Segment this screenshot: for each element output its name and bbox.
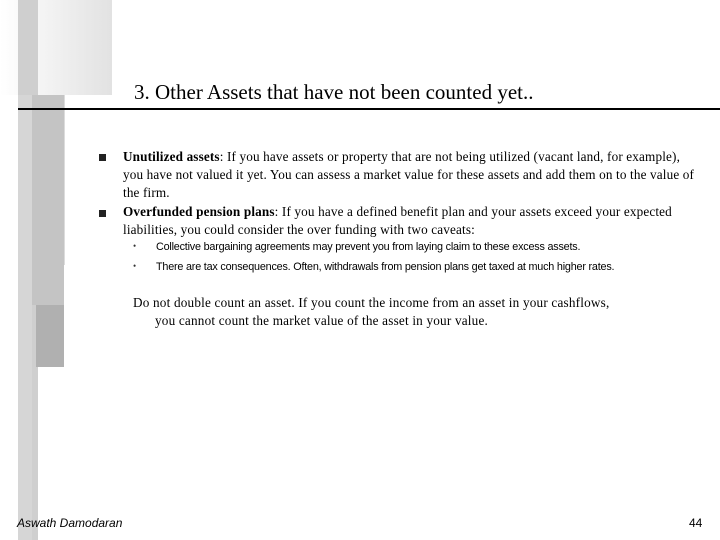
bullet-overfunded-pension (123, 203, 703, 239)
bullet-term: Overfunded pension plans (123, 204, 275, 219)
sub-bullet-collective-bargaining: Collective bargaining agreements may prevent you from laying claim to these excess assets. (156, 241, 581, 253)
bullet-text: : If you have assets or property that are not being utilized (vacant land, for example), you have not valued it yet. You can assess a market value for these assets and add them on to the value of the firm. (123, 149, 695, 200)
bullet-term: Unutilized assets (123, 149, 220, 164)
bullet-text: : If you have a defined benefit plan and your assets exceed your expected liabilities, you could consider the over funding with two caveats: (123, 204, 672, 237)
bullet-square-icon (99, 210, 106, 217)
page-number: 44 (689, 516, 703, 530)
note-line-1: Do not double count an asset. If you count the income from an asset in your cashflows, (133, 295, 610, 310)
title-underline (18, 108, 720, 110)
sub-bullet-dot-icon: • (133, 261, 137, 271)
note-line-2: you cannot count the market value of the asset in your value. (155, 313, 488, 328)
slide-title: 3. Other Assets that have not been counted yet.. (134, 80, 534, 104)
decor-bar-tall-5 (18, 95, 32, 540)
bullet-unutilized-assets (123, 148, 703, 202)
double-count-note (133, 294, 703, 330)
sub-bullet-dot-icon: • (133, 241, 137, 251)
sub-bullet-tax-consequences: There are tax consequences. Often, withdrawals from pension plans get taxed at much higher rates. (156, 261, 615, 273)
footer-author: Aswath Damodaran (17, 516, 123, 530)
decor-bar-tall-4 (36, 305, 64, 367)
decor-bar-tall-3 (32, 95, 64, 305)
decor-bar-top-light (0, 0, 112, 95)
bullet-square-icon (99, 154, 106, 161)
